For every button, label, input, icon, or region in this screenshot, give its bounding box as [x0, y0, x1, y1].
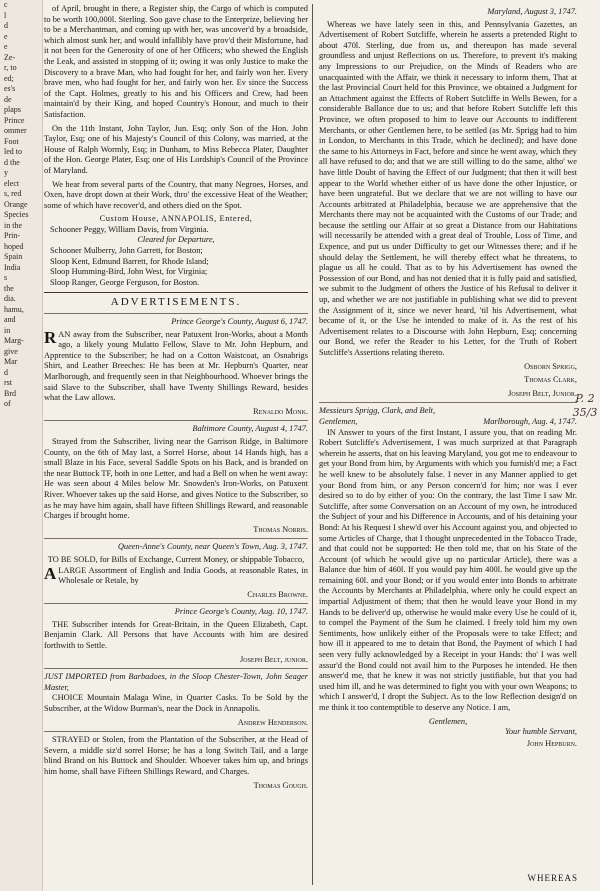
divider	[319, 402, 577, 403]
ad4-signature: Joseph Belt, junior.	[239, 654, 308, 664]
gutter-fragment: s, red	[4, 189, 22, 198]
ad3-dateline: Queen-Anne's County, near Queen's Town, Aug. 3, 1747.	[117, 542, 308, 552]
drop-cap: R	[44, 327, 57, 347]
cleared-ship: Sloop Humming-Bird, John West, for Virginia;	[50, 267, 208, 277]
cleared-ship: Schooner Mulberry, John Garrett, for Boston;	[50, 246, 203, 256]
gutter-fragment: d	[4, 367, 8, 377]
divider	[44, 731, 308, 732]
gutter-fragment: l	[4, 10, 7, 20]
gutter-fragment: s	[4, 273, 8, 282]
letter1-body: Whereas we have lately seen in this, and Pennsylvania Gazettes, an Advertisement of Robert Sutcliffe, wherein he asserts a pretended Right to about 470l. Sterling, due from us, and thereupon has made several groundless and unjust Reflections on us. Therefore, to prevent it's making any Impressions to our Prejudice, on the Minds of Readers who are unacquainted with the Affair, we think it necessary to inform them, That at the last Provincial Court held for this Province, we obtained a Judgment for an Attachment against the Effects of Robert Sutcliffe in Wells Bewen, for a considerable Ballance due to us; and that before Robert Sutcliffe left this Province, we often proposed to him to leave our Accounts to indifferent Merchants, or other Gentlemen here, to be settled (as Mr. Sprigg had to him in London, to Merchants in this Trade, which he declined); and have done the same to his Attorneys in Fact, before and since he went away, which they all have refused to do; and that we are still willing to do the same, altho' we have little Doubt of having the Effect of our Judgment; that then it will best appear to the World whether either of us have done the other Injustice, or have been ungrateful. But we declare that we are not willing to have our Accounts arbitrated at Philadelphia, because we are apprehensive that the Merchants there may not be acquainted with the Customs of our Trade; and because the settling our Affair at so great a Distance from our Habitations will necessarily be attended with a great deal of Trouble, Loss of Time, and Expence, and put us under Difficulty to get our Witnesses there; and if he should delay the Settlement, he will thereby effect what he threatens, to plague us all he could. That as to by his Advertisement has owned the Possession of our Bond, and has not denied that it is fully paid and satisfied, we submit to the Judgment of others the Justice of his Refusal to deliver it up, and whether we are not justifiable in publishing what we did to prevent the Assignment of it, since we never heard, 'til his Advertisement, what became of it, or the Use he intended to make of it. As the rest of his Advertisement relates to a Discourse with John Hepburn, Esq; concerning our Bond, we refer the Reader to his Letter, for the Truth of Robert Sutcliffe's Assertions relating thereto.	[319, 19, 577, 357]
gutter-fragment: in the	[4, 220, 22, 230]
ad2-signature: Thomas Norris.	[253, 524, 308, 534]
ad1-signature: Renaldo Monk.	[253, 406, 308, 416]
ad2-body: Strayed from the Subscriber, living near the Garrison Ridge, in Baltimore County, on the 6th of May last, a Sorrel Horse, about 14 Hands high, has a small Blaze in his Face, several Saddle Spots on his Back, and is branded on the near Buttock TF, both in one Letter, and had a Bell on when he went away: He was seen about 4 Miles below Mr. Snowden's Iron-Works, on Patuxent River. Whoever takes up the said Horse, and gives Notice to the Subscriber, so as he may have him again, shall have fifteen Shillings Reward, and reasonable Charges if brought home.	[44, 436, 308, 521]
gutter-fragment: r, to	[4, 63, 17, 72]
letter1-signature: Joseph Belt, Junior.	[508, 388, 577, 398]
letter2-greeting-row	[319, 417, 577, 428]
letter2-closing: Gentlemen,	[428, 716, 468, 726]
letter2-closing-servant: Your humble Servant,	[504, 727, 577, 737]
entered-ship: Schooner Peggy, William Davis, from Virginia.	[50, 224, 209, 234]
drop-cap: A	[44, 563, 57, 583]
cleared-list	[44, 246, 308, 288]
left-gutter-fragments	[0, 0, 43, 891]
gutter-fragment: Foot	[4, 136, 19, 146]
gutter-fragment: d the	[4, 157, 20, 167]
gutter-fragment: Ze-	[4, 52, 16, 62]
gutter-fragment: India	[4, 262, 21, 272]
ad5-body: CHOICE Mountain Malaga Wine, in Quarter Casks. To be Sold by the Subscriber, at the Widow Burman's, near the Dock in Annapolis.	[44, 693, 308, 714]
gutter-fragment: Orange	[4, 199, 28, 209]
gutter-fragment: hoped	[4, 241, 24, 251]
gutter-fragment: Prince	[4, 115, 25, 125]
letter2-dateline: Marlborough, Aug. 4, 1747.	[483, 416, 577, 426]
gutter-fragment: ommer	[4, 126, 27, 135]
gutter-fragment: dia.	[4, 294, 16, 303]
left-column	[44, 4, 308, 885]
ad3-signature: Charles Browne.	[247, 589, 308, 599]
catchword: WHEREAS	[527, 873, 578, 883]
letter1-dateline: Maryland, August 3, 1747.	[487, 7, 577, 16]
ad4-body: THE Subscriber intends for Great-Britain, in the Queen Elizabeth, Capt. Benjamin Clark. All Persons that have Accounts with him are desired forthwith to Settle.	[44, 619, 308, 651]
right-column	[312, 4, 577, 885]
gutter-fragment: Mar	[4, 357, 18, 366]
handwritten-margin-note: P. 2 35/3	[572, 392, 598, 419]
ad6-body: STRAYED or Stolen, from the Plantation of the Subscriber, at the Head of Severn, a middle siz'd sorrel Horse; he has a long Switch Tail, and a large blind Brand on his Buttock and Shoulder. Whoever takes him up, and brings him home, shall have Fifteen Shillings Reward, and Charges.	[44, 735, 308, 776]
divider	[44, 292, 308, 293]
ad4-dateline: Prince George's County, Aug. 10, 1747.	[174, 607, 308, 617]
gutter-fragment: and	[4, 315, 16, 324]
news-paragraph-weather: We hear from several parts of the Country, that many Negroes, Horses, and Oxen, have dropt down at their Work, thro' the excessive Heat of the Weather; some of which have recover'd, and others died on the Spot.	[44, 179, 308, 210]
ad1-body: RAN away from the Subscriber, near Patuxent Iron-Works, about a Month ago, a likely young Mulatto Fellow, Slave to Mr. John Hepburn, and Apprentice to the Subscriber; he had on a Cotton Waistcoat, an Osnabrigs Shirt, and Leather Breeches: He has been at Mr. Hepburn's Quarter, near Marlborough, and frequently seen in that Neighbourhood. Whoever brings the said Slave to the Subscriber, shall have Twenty Shillings Reward, besides what the Law allows.	[44, 327, 308, 403]
gutter-fragment: hamu,	[4, 304, 24, 314]
gutter-fragment: Brd	[4, 388, 16, 398]
ad6-signature: Thomas Gough.	[253, 780, 308, 790]
news-paragraph-marriage: On the 11th Instant, John Taylor, Jun. Esq; only Son of the Hon. John Taylor, Esq; one of his Majesty's Council of this Colony, was married, at the House of Ralph Wormly, Esq; in Dunham, to Miss Rebecca Plater, Daughter of the Hon. George Plater, Esq; one of His Lordship's Council of the Province of Maryland.	[44, 123, 308, 175]
ad5-heading: JUST IMPORTED from Barbadoes, in the Sloop Chester-Town, John Seager Master,	[44, 672, 308, 692]
gutter-fragment: in	[4, 325, 11, 335]
letter2-gentlemen: Gentlemen,	[319, 416, 358, 426]
letter2-signature: John Hepburn.	[526, 738, 577, 748]
ad3-to-be-sold: TO BE SOLD, for Bills of Exchange, Current Money, or shippable Tobacco,	[47, 554, 305, 564]
gutter-fragment: rst	[4, 378, 12, 387]
ad3-body: ALARGE Assortment of English and India Goods, at reasonable Rates, in Wholesale or Retale, by	[44, 563, 308, 586]
gutter-fragment: Species	[4, 210, 29, 219]
gutter-fragment: Marg-	[4, 336, 24, 345]
divider	[44, 538, 308, 539]
gutter-fragment: of	[4, 399, 11, 408]
news-paragraph-ship: of April, brought in there, a Register ship, the Cargo of which is computed to be worth 100,000l. Sterling. Soo gave chase to the Enterprize, believing her to be a Merchantman, and coming up with her, was uncover'd by a broadside, which almost sunk her, and would infallibly have prov'd their Misfortune, had it not been for the Generosity of one of her Officers; who shewed the English the Leak, and assisted in stopping of it; owing it was only Justice to make the Discovery to a brave Man, who had fought for her, and fairly won her. Every brave men, who had fought for her, and fairly won her. Ev since the Success of the Capt. Holmes, greatly to his and his Officers and Crew, had been maintain'd by their King, and hoped Country's Honour, and much to their Satisfaction.	[44, 4, 308, 119]
divider	[44, 668, 308, 669]
ad1-dateline: Prince George's County, August 6, 1747.	[171, 317, 308, 327]
ad5-signature: Andrew Henderson.	[237, 717, 308, 727]
letter2-salutation: Messieurs Sprigg, Clark, and Belt,	[319, 406, 436, 416]
ad2-dateline: Baltimore County, August 4, 1747.	[192, 424, 308, 434]
gutter-fragment: c	[4, 0, 8, 9]
letter1-signature: Thomas Clark,	[524, 375, 577, 385]
gutter-fragment: e	[4, 42, 8, 51]
gutter-fragment: give	[4, 346, 18, 356]
gutter-fragment: ed;	[4, 73, 14, 83]
cleared-title: Cleared for Departure,	[137, 235, 215, 245]
letter2-body: IN Answer to yours of the first Instant, I assure you, that on reading Mr. Robert Sutcliffe's Advertisement, I was much surprized at that Paragraph wherein he asserts, that on his leaving Maryland, you got me to endeavour to get your Bond from him, by Arguments with which you furnish'd me; a Fact he well knew to be absolutely false. I never in any Manner applied to get your Bond from him, or any Person concern'd for him; nor was I ever desired so to do by either of you: On the contrary, the last Time I saw Mr. Sutcliffe, after some Conversation on an Account of my own, he introduced the Subject of your and his Difference in Accounts, and of his detaining your Bond: At his Request I shew'd over his Account against you, and objected to some Articles of Charge, that I thought unprecedented in the Tobacco Trade, and that could not be supported: He then told me, that on his State of the Account (of which he would give up no particular Article), there was a Balance due him of 460l. If you would pay him 400l. he would give up the remaining 60l. and your Bond; or if you would enter into Bonds to arbitrate the Accounts by Merchants at Philadelphia, where only he could expect an impartial Adjustment of them; that then he would leave your Bond in my Hands to be deliver'd up, otherwise he would make every Use he could of it, to compel the Payment of the Sum he claimed. I freely told him my own Sentiments, how unlikely either of the Proposals were to take Effect; and how ill it appeared to me to detain that Bond, the Payment of which I had seen very fully acknowledged by a Receipt in your Hands: tho' I was well assur'd the Bond could not avail him to the Purposes he intended. He then answer'd me, that he knew it was not strictly justifiable, but that you had used him ill, and he was determined to fight you with your own Weapons; to which I answer'd, I dropt the Subject. As to the low Reflection design'd on me think it too contemptible to deserve any Notice. I am,	[319, 427, 577, 712]
divider	[44, 313, 308, 314]
advertisements-heading: ADVERTISEMENTS.	[110, 296, 242, 309]
gutter-fragment: the	[4, 283, 14, 293]
gutter-fragment: de	[4, 94, 12, 104]
gutter-fragment: led to	[4, 147, 22, 156]
gutter-fragment: Spain	[4, 252, 23, 261]
cleared-ship: Sloop Kent, Edmund Barrett, for Rhode Island;	[50, 256, 209, 266]
gutter-fragment: y	[4, 168, 8, 177]
divider	[44, 603, 308, 604]
cleared-ship: Sloop Ranger, George Ferguson, for Boston.	[50, 277, 200, 287]
divider	[44, 420, 308, 421]
custom-house-title: Custom House, ANNAPOLIS, Entered,	[99, 214, 253, 224]
gutter-fragment: es's	[4, 84, 16, 93]
gutter-fragment: e	[4, 31, 8, 41]
gutter-fragment: Prin-	[4, 231, 20, 240]
gutter-fragment: d	[4, 21, 8, 30]
gutter-fragment: elect	[4, 178, 20, 188]
letter1-signature: Osborn Sprigg,	[524, 361, 577, 371]
gutter-fragment: plaps	[4, 105, 21, 114]
